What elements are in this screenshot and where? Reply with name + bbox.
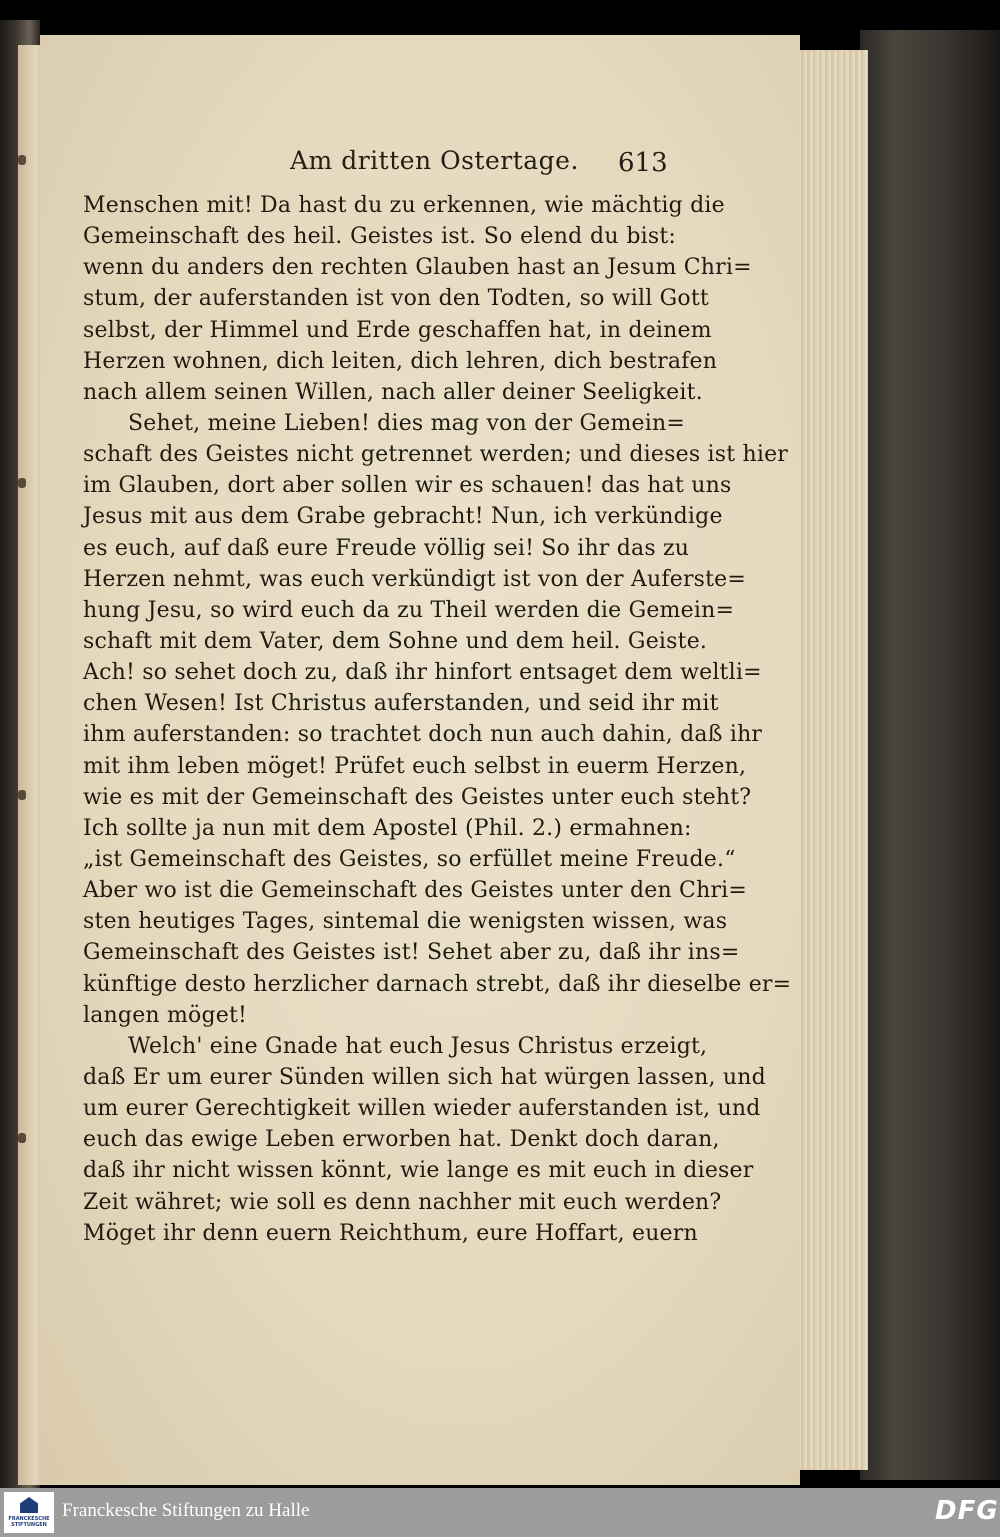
text-line: wie es mit der Gemeinschaft des Geistes unter euch steht? <box>83 784 752 810</box>
institution-name: Franckesche Stiftungen zu Halle <box>62 1500 310 1521</box>
text-line: langen möget! <box>83 1002 248 1028</box>
text-line: mit ihm leben möget! Prüfet euch selbst in euerm Herzen, <box>83 753 747 779</box>
text-line: „ist Gemeinschaft des Geistes, so erfüllet meine Freude.“ <box>83 846 736 872</box>
text-line: daß Er um eurer Sünden willen sich hat würgen lassen, und <box>83 1064 766 1090</box>
running-head: Am dritten Ostertage. <box>290 146 579 175</box>
footer-bar <box>0 1488 1000 1537</box>
text-line: es euch, auf daß eure Freude völlig sei! So ihr das zu <box>83 535 690 561</box>
text-line: Gemeinschaft des Geistes ist! Sehet aber zu, daß ihr ins= <box>83 940 740 966</box>
text-line: selbst, der Himmel und Erde geschaffen hat, in deinem <box>83 317 712 343</box>
text-line: Welch' eine Gnade hat euch Jesus Christus erzeigt, <box>128 1033 708 1059</box>
text-line: chen Wesen! Ist Christus auferstanden, und seid ihr mit <box>83 691 719 717</box>
text-line: wenn du anders den rechten Glauben hast an Jesum Chri= <box>83 255 752 281</box>
text-line: daß ihr nicht wissen könnt, wie lange es mit euch in dieser <box>83 1158 754 1184</box>
text-line: Herzen nehmt, was euch verkündigt ist von der Auferste= <box>83 566 747 592</box>
binding-marks <box>18 0 38 1500</box>
text-line: stum, der auferstanden ist von den Todten, so will Gott <box>83 286 709 312</box>
text-line: Jesus mit aus dem Grabe gebracht! Nun, ich verkündige <box>83 504 723 530</box>
text-line: hung Jesu, so wird euch da zu Theil werden die Gemein= <box>83 597 735 623</box>
text-line: sten heutiges Tages, sintemal die wenigsten wissen, was <box>83 909 728 935</box>
book-cover-right <box>860 30 1000 1480</box>
text-line: nach allem seinen Willen, nach aller deiner Seeligkeit. <box>83 379 703 405</box>
text-line: um eurer Gerechtigkeit willen wieder auferstanden ist, und <box>83 1096 761 1122</box>
text-line: Ach! so sehet doch zu, daß ihr hinfort entsaget dem weltli= <box>83 660 762 686</box>
text-line: Menschen mit! Da hast du zu erkennen, wie mächtig die <box>83 193 725 218</box>
text-line: Herzen wohnen, dich leiten, dich lehren, dich bestrafen <box>83 348 718 374</box>
text-line: schaft mit dem Vater, dem Sohne und dem heil. Geiste. <box>83 628 708 654</box>
logo-caption: FRANCKESCHE STIFTUNGEN <box>8 1516 50 1528</box>
text-line: im Glauben, dort aber sollen wir es schauen! das hat uns <box>83 473 732 499</box>
text-line: Sehet, meine Lieben! dies mag von der Gemein= <box>128 410 686 436</box>
text-line: schaft des Geistes nicht getrennet werden; und dieses ist hier <box>83 442 789 468</box>
text-line: Zeit währet; wie soll es denn nachher mit euch werden? <box>83 1189 722 1215</box>
dfg-logo[interactable]: DFG <box>935 1496 999 1526</box>
page-number: 613 <box>618 148 668 178</box>
text-line: Ich sollte ja nun mit dem Apostel (Phil. 2.) ermahnen: <box>83 815 692 841</box>
text-line: ihm auferstanden: so trachtet doch nun auch dahin, daß ihr <box>83 722 763 748</box>
text-line: Aber wo ist die Gemeinschaft des Geistes unter den Chri= <box>83 878 748 904</box>
text-line: euch das ewige Leben erworben hat. Denkt doch daran, <box>83 1127 720 1153</box>
text-line: künftige desto herzlicher darnach strebt, daß ihr dieselbe er= <box>83 971 792 997</box>
page-edges <box>798 50 868 1470</box>
franckesche-stiftungen-logo[interactable] <box>4 1492 54 1533</box>
building-icon <box>20 1497 38 1513</box>
text-line: Möget ihr denn euern Reichthum, eure Hoffart, euern <box>83 1220 698 1246</box>
body-text <box>83 190 792 1249</box>
text-line: Gemeinschaft des heil. Geistes ist. So elend du bist: <box>83 224 676 250</box>
